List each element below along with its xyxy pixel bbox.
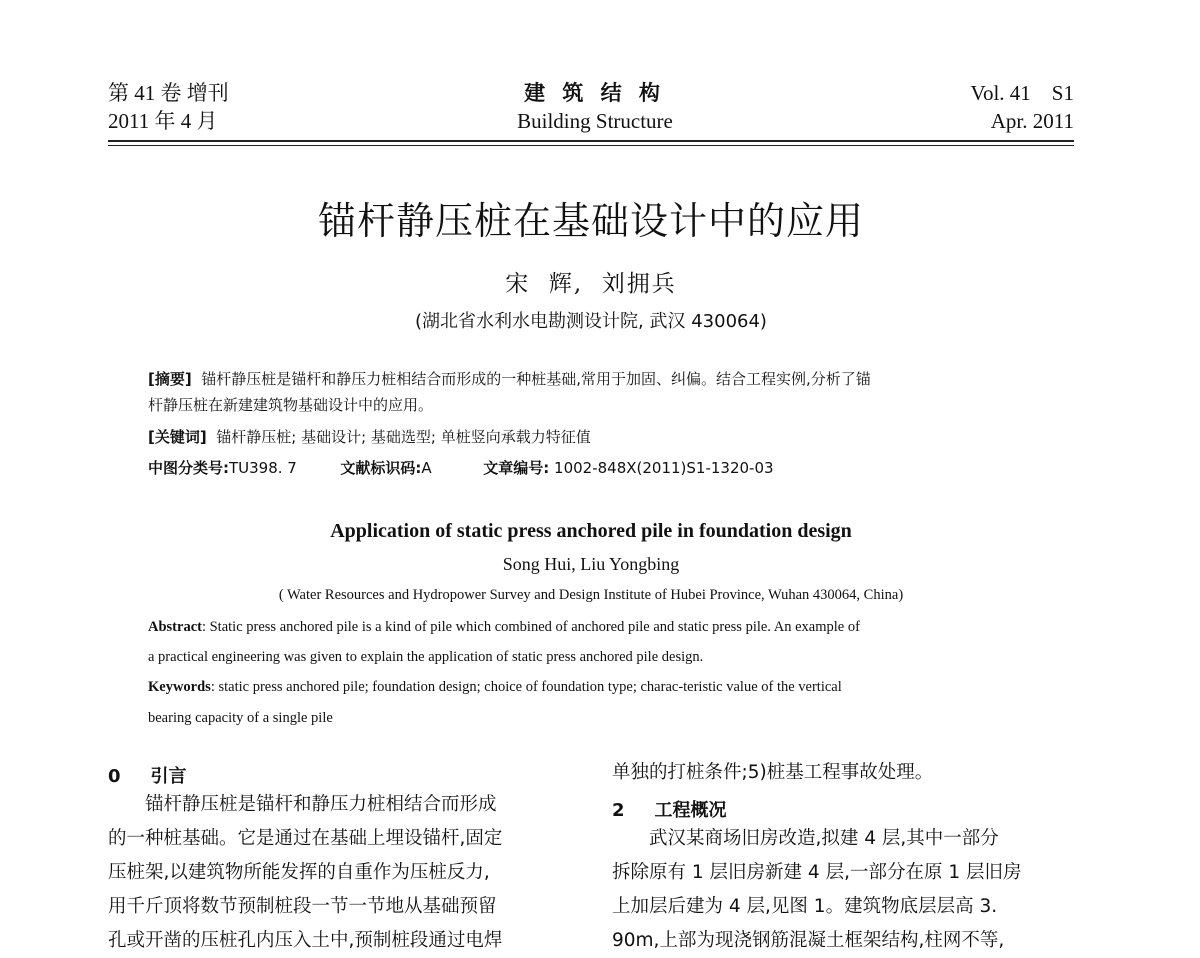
journal-name-cn: 建 筑 结 构 xyxy=(524,81,666,105)
body-left-line-1: 锚杆静压桩是锚杆和静压力桩相结合而形成 xyxy=(145,794,497,815)
body-left-line-3: 压桩架,以建筑物所能发挥的自重作为压桩反力, xyxy=(108,862,490,883)
abstract-cn-label: [摘要] xyxy=(148,370,192,388)
body-right-line-2: 拆除原有 1 层旧房新建 4 层,一部分在原 1 层旧房 xyxy=(612,862,1022,883)
section-0-number: 0 xyxy=(108,766,121,787)
paper-authors: 宋 辉, 刘拥兵 xyxy=(505,271,677,297)
abstract-en-text1: : Static press anchored pile is a kind of pile which combined of anchored pile and static press pile. An example of xyxy=(201,619,860,635)
doc-code-label: 文献标识码: xyxy=(340,459,422,477)
keywords-en-text2: bearing capacity of a single pile xyxy=(148,710,333,726)
section-0-title: 引言 xyxy=(150,766,187,787)
journal-month-year: Apr. 2011 xyxy=(990,109,1074,133)
abstract-cn-text1: 锚杆静压桩是锚杆和静压力桩相结合而形成的一种桩基础,常用于加固、纠偏。结合工程实例,分析了锚 xyxy=(201,370,871,388)
abstract-cn-text2: 杆静压桩在新建建筑物基础设计中的应用。 xyxy=(148,396,434,414)
keywords-cn-label: [关键词] xyxy=(148,428,207,446)
abstract-en-line1 xyxy=(148,619,860,636)
journal-name-en: Building Structure xyxy=(517,109,673,133)
clc-label: 中图分类号: xyxy=(148,459,229,477)
abstract-en-text2: a practical engineering was given to explain the application of static press anchored pile design. xyxy=(148,649,704,665)
keywords-en-text1: : static press anchored pile; foundation design; choice of foundation type; charac-teristic value of the vertical xyxy=(210,679,842,695)
clc-value: TU398. 7 xyxy=(229,459,297,477)
paper-title: 锚杆静压桩在基础设计中的应用 xyxy=(317,199,864,243)
abstract-cn-line1 xyxy=(148,367,871,391)
header-rule-top xyxy=(108,140,1074,142)
journal-volume: 第 41 卷 增刊 xyxy=(108,81,229,105)
paper-title-en: Application of static press anchored pile in foundation design xyxy=(330,520,852,542)
body-left-line-4: 用千斤顶将数节预制桩段一节一节地从基础预留 xyxy=(108,896,497,917)
article-no-value: 1002-848X(2011)S1-1320-03 xyxy=(554,459,774,477)
body-right-line-3: 上加层后建为 4 层,见图 1。建筑物底层层高 3. xyxy=(612,896,998,917)
body-right-first-line: 单独的打桩条件;5)桩基工程事故处理。 xyxy=(612,762,934,783)
paper-authors-en: Song Hui, Liu Yongbing xyxy=(502,554,680,574)
paper-affiliation-en: ( Water Resources and Hydropower Survey and Design Institute of Hubei Province, Wuhan 430064, China) xyxy=(278,587,904,603)
paper-affiliation: (湖北省水利水电勘测设计院, 武汉 430064) xyxy=(415,311,767,332)
keywords-cn-text: 锚杆静压桩; 基础设计; 基础选型; 单桩竖向承载力特征值 xyxy=(216,428,591,446)
section-2-number: 2 xyxy=(612,800,625,821)
section-2-heading xyxy=(612,796,727,822)
journal-vol-issue: Vol. 41 S1 xyxy=(970,81,1074,105)
body-right-line-4: 90m,上部为现浇钢筋混凝土框架结构,柱网不等, xyxy=(612,930,1005,951)
keywords-en-line1 xyxy=(148,679,842,696)
header-rule-bottom xyxy=(108,145,1074,146)
body-left-line-5: 孔或开凿的压桩孔内压入土中,预制桩段通过电焊 xyxy=(108,930,503,951)
classification-line xyxy=(148,456,774,480)
abstract-en-label: Abstract xyxy=(148,619,202,635)
section-2-title: 工程概况 xyxy=(654,800,727,821)
doc-code-value: A xyxy=(421,459,432,477)
journal-date: 2011 年 4 月 xyxy=(108,109,218,133)
keywords-en-label: Keywords xyxy=(148,679,211,695)
article-no-label: 文章编号: xyxy=(483,459,550,477)
body-left-column xyxy=(108,788,578,958)
body-left-line-2: 的一种桩基础。它是通过在基础上埋设锚杆,固定 xyxy=(108,828,503,849)
keywords-cn-line xyxy=(148,425,591,449)
section-0-heading xyxy=(108,762,187,788)
body-right-column xyxy=(612,822,1082,958)
body-right-line-1: 武汉某商场旧房改造,拟建 4 层,其中一部分 xyxy=(649,828,999,849)
